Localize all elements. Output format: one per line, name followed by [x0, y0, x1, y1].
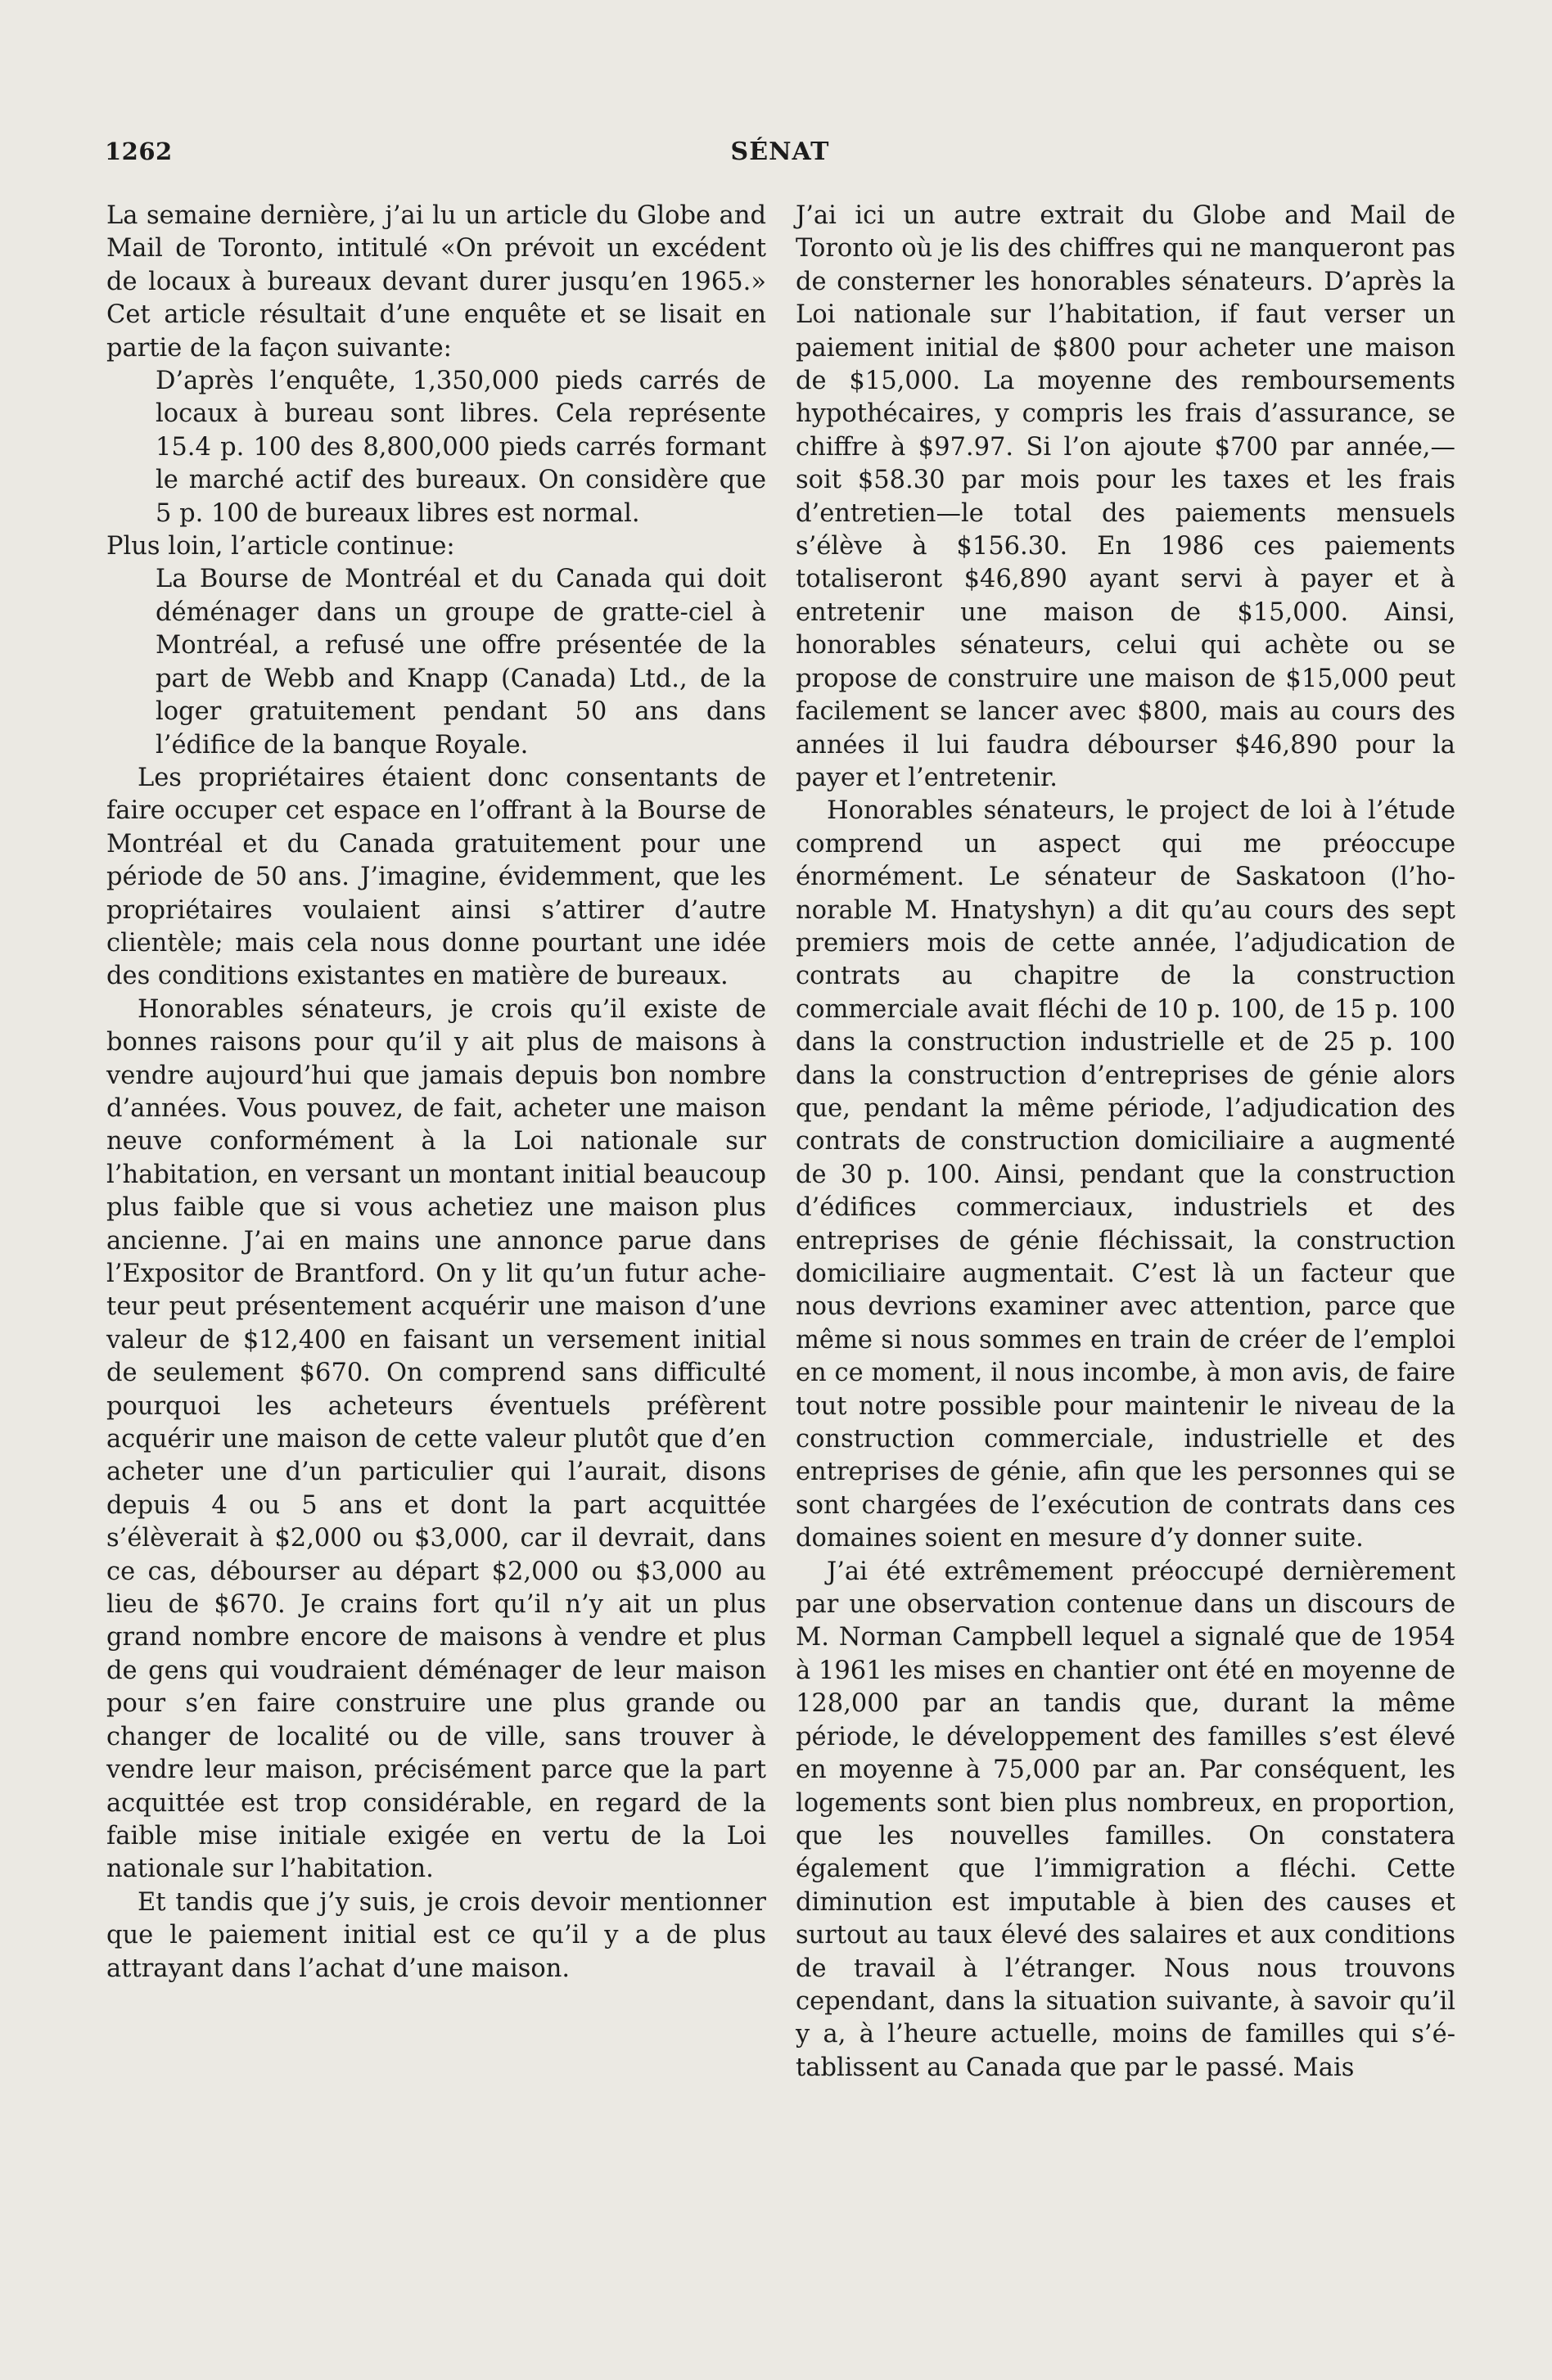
paragraph: J’ai ici un autre extrait du Globe and Mail de Toronto où je lis des chiffres qui ne manqueront pas de consterner les honorables sénateurs. D’après la Loi nationale sur l’habitation, if faut verser un paiement initial de $800 pour acheter une maison de $15,000. La moyenne des remboursements hypothécaires, y compris les frais d’assurance, se chiffre à $97.97. Si l’on ajoute $700 par année,—soit $58.30 par mois pour les taxes et les frais d’entretien—le total des paiements mensuels s’élève à $156.30. En 1986 ces paiements totaliseront $46,890 ayant servi à payer et à entretenir une maison de $15,000. Ainsi, honorables sénateurs, celui qui achète ou se propose de construire une maison de $15,000 peut facilement se lancer avec $800, mais au cours des années il lui faudra débourser $46,890 pour la payer et l’entretenir.: [796, 201, 1455, 792]
paragraph: La semaine dernière, j’ai lu un article du Globe and Mail de Toronto, intitulé «On prévoit un excédent de locaux à bureaux devant durer jusqu’en 1965.» Cet article résultait d’une enquête et se lisait en partie de la façon suivante:: [106, 201, 766, 363]
running-head: SÉNAT: [730, 137, 830, 166]
page-header: [105, 137, 1455, 178]
paragraph: Et tandis que j’y suis, je crois devoir mentionner que le paiement initial est ce qu’il y a de plus attrayant dans l’achat d’une maison.: [106, 1887, 766, 1983]
page-number: 1262: [105, 137, 173, 165]
right-column: [796, 200, 1455, 2085]
block-quote: D’après l’enquête, 1,350,000 pieds carrés de locaux à bureau sont libres. Cela représente 15.4 p. 100 des 8,800,000 pieds carrés formant le marché actif des bureaux. On considère que 5 p. 100 de bureaux libres est normal.: [156, 367, 766, 528]
paragraph: Les propriétaires étaient donc consentants de faire occuper cet espace en l’offrant à la Bourse de Montréal et du Canada gratuitement pour une période de 50 ans. J’imagine, évidemment, que les propriétaires voulaient ainsi s’attirer d’autre clientèle; mais cela nous donne pourtant une idée des conditions existantes en matière de bureaux.: [106, 763, 766, 991]
paragraph: Honorables sénateurs, le project de loi à l’étude comprend un aspect qui me préoccupe énormément. Le sénateur de Saskatoon (l’honorable M. Hnatyshyn) a dit qu’au cours des sept premiers mois de cette année, l’adjudication de contrats au chapitre de la construction commerciale avait fléchi de 10 p. 100, de 15 p. 100 dans la construction industrielle et de 25 p. 100 dans la construction d’entreprises de génie alors que, pendant la même période, l’adjudication des contrats de construction domiciliaire a augmenté de 30 p. 100. Ainsi, pendant que la construction d’édifices commerciaux, industriels et des entreprises de génie fléchissait, la construction domiciliaire augmentait. C’est là un facteur que nous devrions examiner avec attention, parce que même si nous sommes en train de créer de l’emploi en ce moment, il nous incombe, à mon avis, de faire tout notre possible pour maintenir le niveau de la construction commerciale, industrielle et des entreprises de génie, afin que les personnes qui se sont chargées de l’exécution de contrats dans ces domaines soient en mesure d’y donner suite.: [796, 796, 1455, 1553]
paragraph: Plus loin, l’article continue:: [106, 532, 455, 561]
paragraph: Honorables sénateurs, je crois qu’il existe de bonnes raisons pour qu’il y ait plus de maisons à vendre aujourd’hui que jamais depuis bon nombre d’années. Vous pouvez, de fait, acheter une maison neuve conformément à la Loi nationale sur l’habitation, en versant un montant initial beaucoup plus faible que si vous achetiez une maison plus ancienne. J’ai en mains une annonce parue dans l’Expositor de Brantford. On y lit qu’un futur acheteur peut présentement acquérir une maison d’une valeur de $12,400 en faisant un versement initial de seulement $670. On comprend sans difficulté pourquoi les acheteurs éventuels préfèrent acquérir une maison de cette valeur plutôt que d’en acheter une d’un particulier qui l’aurait, disons depuis 4 ou 5 ans et dont la part acquittée s’élèverait à $2,000 ou $3,000, car il devrait, dans ce cas, débourser au départ $2,000 ou $3,000 au lieu de $670. Je crains fort qu’il n’y ait un plus grand nombre encore de maisons à vendre et plus de gens qui voudraient déménager de leur maison pour s’en faire construire une plus grande ou changer de localité ou de ville, sans trouver à vendre leur maison, précisément parce que la part acquittée est trop considérable, en regard de la faible mise initiale exigée en vertu de la Loi nationale sur l’habitation.: [106, 994, 766, 1884]
paragraph: J’ai été extrêmement préoccupé dernièrement par une observation contenue dans un discours de M. Norman Campbell lequel a signalé que de 1954 à 1961 les mises en chantier ont été en moyenne de 128,000 par an tandis que, durant la même période, le développement des familles s’est élevé en moyenne à 75,000 par an. Par conséquent, les logements sont bien plus nombreux, en proportion, que les nouvelles familles. On constatera également que l’immigration a fléchi. Cette diminution est imputable à bien des causes et surtout au taux élevé des salaires et aux conditions de travail à l’étranger. Nous nous trouvons cependant, dans la situation suivante, à savoir qu’il y a, à l’heure actuelle, moins de familles qui s’établissent au Canada que par le passé. Mais: [796, 1557, 1455, 2082]
block-quote: La Bourse de Montréal et du Canada qui doit déménager dans un groupe de gratte-ciel à Montréal, a refusé une offre présentée de la part de Webb and Knapp (Canada) Ltd., de la loger gratuitement pendant 50 ans dans l’édifice de la banque Royale.: [156, 565, 766, 760]
left-column: [106, 200, 766, 1986]
